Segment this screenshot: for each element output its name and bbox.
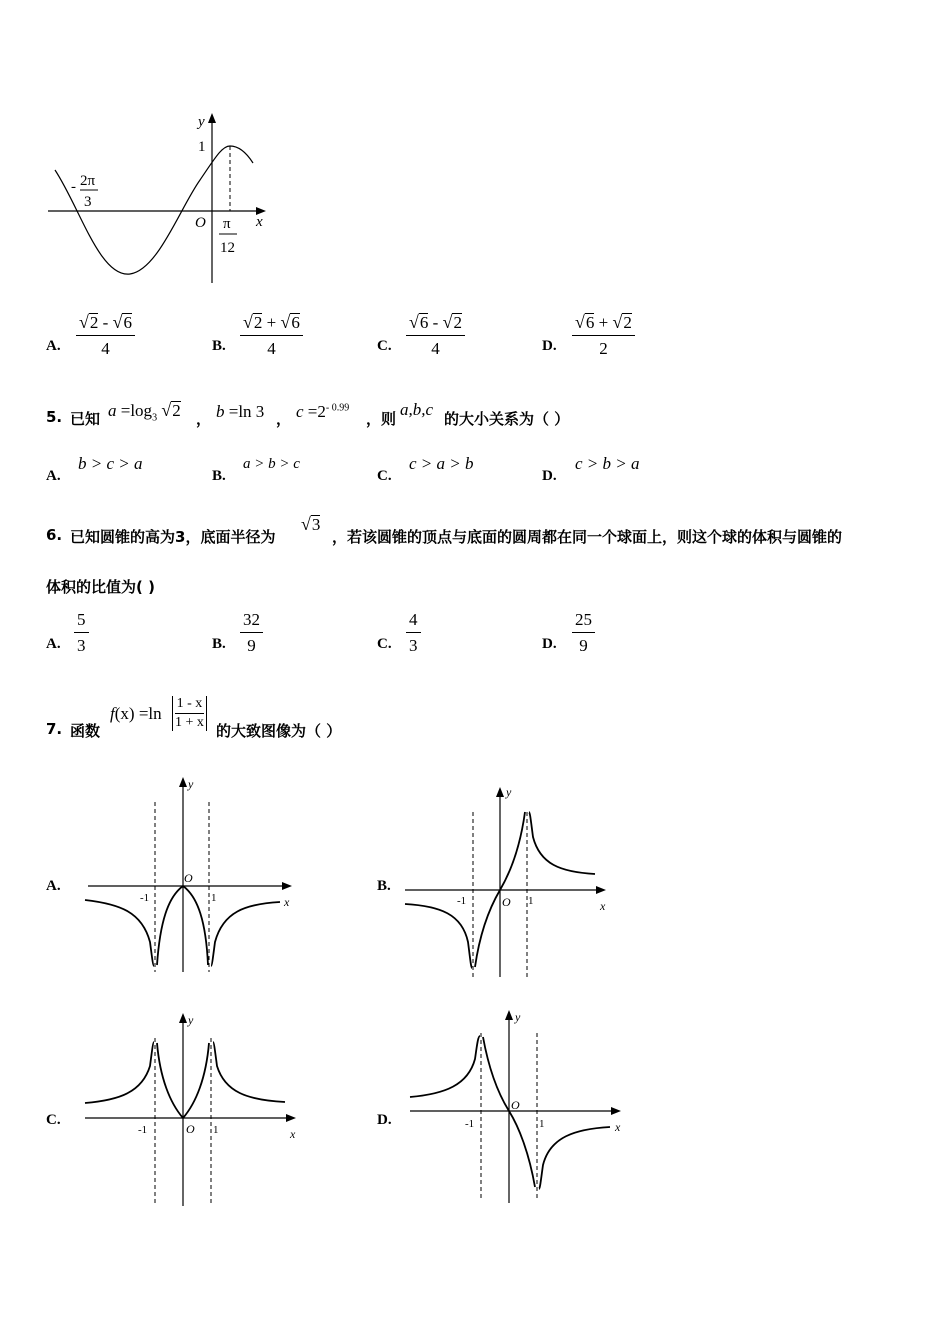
left-num: 2π — [80, 173, 96, 189]
q5-stem: 5. 已知 $a =\log_3$ √2 ， b =ln 3 ， $c =2^{- 0.99}$ ，则 a,b,c 的大小关系为（ ） — [46, 400, 570, 428]
graph-a — [80, 772, 300, 977]
graph-b — [400, 782, 615, 982]
y-label: y — [198, 114, 205, 130]
graph-d — [405, 1005, 630, 1210]
origin-label: O — [195, 215, 206, 231]
left-sign: - — [71, 179, 76, 195]
one-label: 1 — [198, 139, 206, 155]
q4-sine-graph — [40, 108, 280, 290]
svg-text:O: O — [511, 1098, 520, 1112]
svg-text:1: 1 — [539, 1118, 545, 1130]
q6-stem: 6. 已知圆锥的高为3，底面半径为 √3 ，若该圆锥的顶点与底面的圆周都在同一个球面上，则这个球的体积与圆锥的 体积的比值为( ) — [46, 514, 843, 596]
svg-text:y: y — [188, 1013, 194, 1027]
svg-text:y: y — [188, 777, 194, 791]
svg-text:O: O — [502, 895, 511, 909]
x-label: x — [256, 214, 263, 230]
svg-text:y: y — [515, 1010, 521, 1024]
svg-text:1: 1 — [211, 892, 217, 904]
svg-text:x: x — [600, 899, 606, 913]
svg-text:O: O — [186, 1122, 195, 1136]
q7-stem: 7. 函数 f(x) =ln 1 - x 1 + x 的大致图像为（ ） — [46, 696, 342, 740]
svg-text:-1: -1 — [465, 1118, 475, 1130]
svg-text:x: x — [615, 1120, 621, 1134]
option-label: D. — [542, 338, 557, 354]
svg-text:-1: -1 — [140, 892, 150, 904]
option-label: C. — [377, 338, 392, 354]
y-axis-arrow — [208, 113, 216, 123]
graph-c — [80, 1008, 305, 1213]
svg-text:1: 1 — [528, 895, 534, 907]
svg-text:1: 1 — [213, 1124, 219, 1136]
svg-text:-1: -1 — [457, 895, 467, 907]
svg-text:O: O — [184, 871, 193, 885]
svg-text:-1: -1 — [138, 1124, 148, 1136]
svg-text:x: x — [290, 1127, 296, 1141]
right-num: π — [223, 216, 231, 232]
right-den: 12 — [220, 240, 235, 256]
option-label: A. — [46, 338, 61, 354]
left-den: 3 — [84, 194, 92, 210]
svg-text:x: x — [284, 895, 290, 909]
option-label: B. — [212, 338, 226, 354]
svg-text:y: y — [506, 785, 512, 799]
